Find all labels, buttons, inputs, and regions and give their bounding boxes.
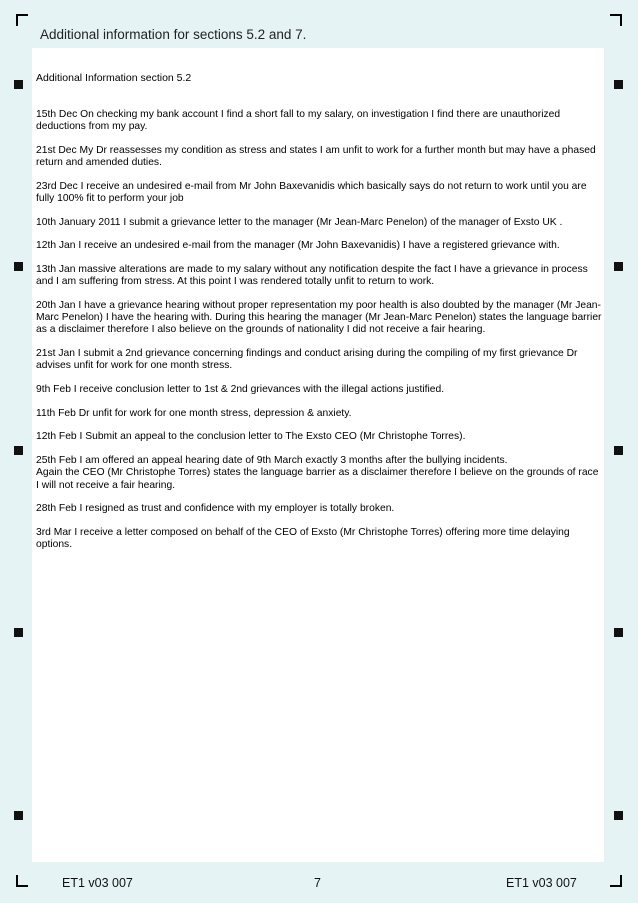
registration-mark (14, 80, 23, 89)
timeline-entry: 13th Jan massive alterations are made to my salary without any notification despite the fact I have a grievance in process and I am suffering from stress. At this point I was rendered totally unfit to return to work. (36, 264, 588, 288)
timeline-entries (36, 109, 602, 563)
registration-mark (14, 628, 23, 637)
registration-mark (14, 262, 23, 271)
timeline-entry: 15th Dec On checking my bank account I find a short fall to my salary, on investigation I find there are unauthorized deductions from my pay. (36, 109, 561, 133)
timeline-entry: 12th Feb I Submit an appeal to the conclusion letter to The Exsto CEO (Mr Christophe Torres). (36, 431, 466, 443)
timeline-entry: 21st Dec My Dr reassesses my condition as stress and states I am unfit to work for a further month but may have a phased return and amended duties. (36, 144, 596, 169)
timeline-entry: 12th Jan I receive an undesired e-mail from the manager (Mr John Baxevanidis) I have a registered grievance with. (36, 240, 560, 252)
timeline-entry: 20th Jan I have a grievance hearing without proper representation my poor health is also doubted by the manager (Mr Jean-Marc Penelon) I have the hearing with. During this hearing the manager (Mr Jean-Marc Penelon) states the language barrier as a disclaimer therefore I also believe on the grounds of nationality I did not receive a fair hearing. (36, 300, 602, 336)
section-heading: Additional Information section 5.2 (36, 72, 192, 84)
registration-mark (614, 628, 623, 637)
registration-mark (614, 262, 623, 271)
corner-mark-bottom-left (16, 875, 28, 887)
timeline-entry: 21st Jan I submit a 2nd grievance concerning findings and conduct arising during the compiling of my first grievance Dr advises unfit for work for one month stress. (36, 348, 578, 372)
footer-form-code-right: ET1 v03 007 (506, 876, 577, 890)
registration-mark (614, 811, 623, 820)
corner-mark-bottom-right (610, 875, 622, 887)
footer-form-code-left: ET1 v03 007 (62, 876, 133, 890)
timeline-entry: 3rd Mar I receive a letter composed on behalf of the CEO of Exsto (Mr Christophe Torres) offering more time delaying options. (36, 526, 570, 551)
footer-page-number: 7 (314, 876, 321, 890)
timeline-entry: 11th Feb Dr unfit for work for one month stress, depression & anxiety. (36, 407, 352, 419)
corner-mark-top-right (610, 14, 622, 26)
registration-mark (614, 446, 623, 455)
timeline-entry: 9th Feb I receive conclusion letter to 1st & 2nd grievances with the illegal actions justified. (36, 384, 445, 396)
timeline-entry: 28th Feb I resigned as trust and confidence with my employer is totally broken. (36, 503, 395, 515)
registration-mark (14, 446, 23, 455)
timeline-entry: 10th January 2011 I submit a grievance letter to the manager (Mr Jean-Marc Penelon) of the manager of Exsto UK . (36, 216, 563, 228)
corner-mark-top-left (16, 14, 28, 26)
page-title: Additional information for sections 5.2 and 7. (40, 27, 307, 42)
registration-mark (614, 80, 623, 89)
registration-mark (14, 811, 23, 820)
timeline-entry: 23rd Dec I receive an undesired e-mail from Mr John Baxevanidis which basically says do not return to work until you are fully 100% fit to perform your job (36, 180, 587, 205)
timeline-entry: 25th Feb I am offered an appeal hearing date of 9th March exactly 3 months after the bullying incidents. Again the CEO (Mr Christophe Torres) states the language barrier as a disclaimer therefore I believe on the grounds of race I will not receive a fair hearing. (36, 455, 599, 491)
